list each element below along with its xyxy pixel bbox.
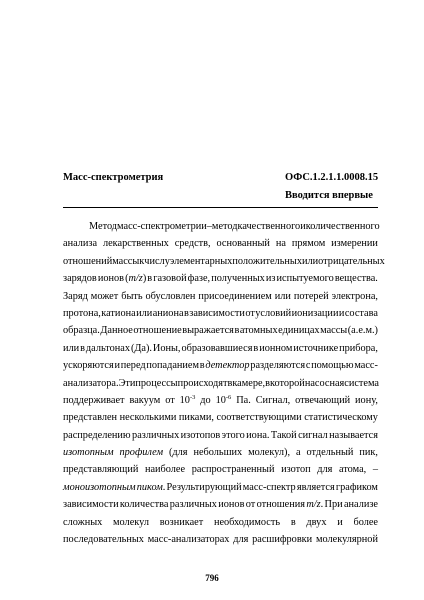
page-number: 796 <box>205 573 219 583</box>
text-line: протона, катиона или аниона в зависимости от условий ионизации и состава <box>63 307 378 319</box>
text-line: последовательных масс-анализаторах для расшифровки молекулярной <box>63 534 378 546</box>
text-line: или в дальтонах (Да). Ионы, образовавшиеся в ионном источнике прибора, <box>63 342 378 354</box>
text-line: зарядов ионов (m/z) в газовой фазе, полученных из испытуемого вещества. <box>63 273 378 285</box>
text-line: распределению различных изотопов этого иона. Такой сигнал называется <box>63 429 378 441</box>
text-line: Метод масс-спектрометрии – метод качественного и количественного <box>89 221 380 232</box>
text-line: представляющий наиболее распространенный изотоп для атома, – <box>63 464 378 476</box>
text-line: Заряд может быть обусловлен присоединением или потерей электрона, <box>63 290 378 302</box>
body-text <box>63 218 385 548</box>
text-line: представлен несколькими пиками, соответствующими статистическому <box>63 412 378 424</box>
monograph-code: ОФС.1.2.1.1.0008.15 <box>285 172 379 183</box>
text-line: зависимости количества различных ионов от отношения m/z. При анализе <box>63 499 378 511</box>
section-title: Масс-спектрометрия <box>63 172 164 183</box>
header-divider <box>63 207 378 208</box>
text-line: сложных молекул возникает необходимость в двух и более <box>63 516 378 528</box>
monograph-header <box>63 172 378 186</box>
introduction-status: Вводится впервые <box>285 190 373 201</box>
text-line: отношений массы к числу элементарных положительных или отрицательных <box>63 255 385 267</box>
text-line: анализа лекарственных средств, основанный на прямом измерении <box>63 238 378 250</box>
text-line: образца. Данное отношение выражается в атомных единицах массы (а.е.м.) <box>63 325 378 337</box>
text-line: изотопным профилем (для небольших молекул), а отдельный пик, <box>63 447 378 459</box>
text-line: ускоряются и перед попаданием в детектор разделяются с помощью масс- <box>63 360 378 372</box>
text-line: поддерживает вакуум от $10^{-3}$ до $10^{-6}$ Па. Сигнал, отвечающий иону, <box>63 393 378 406</box>
text-line: моноизотопным пиком. Результирующий масс-спектр является графиком <box>63 481 378 493</box>
text-line: анализатора. Эти процессы происходят в камере, в которой насосная система <box>63 377 380 389</box>
